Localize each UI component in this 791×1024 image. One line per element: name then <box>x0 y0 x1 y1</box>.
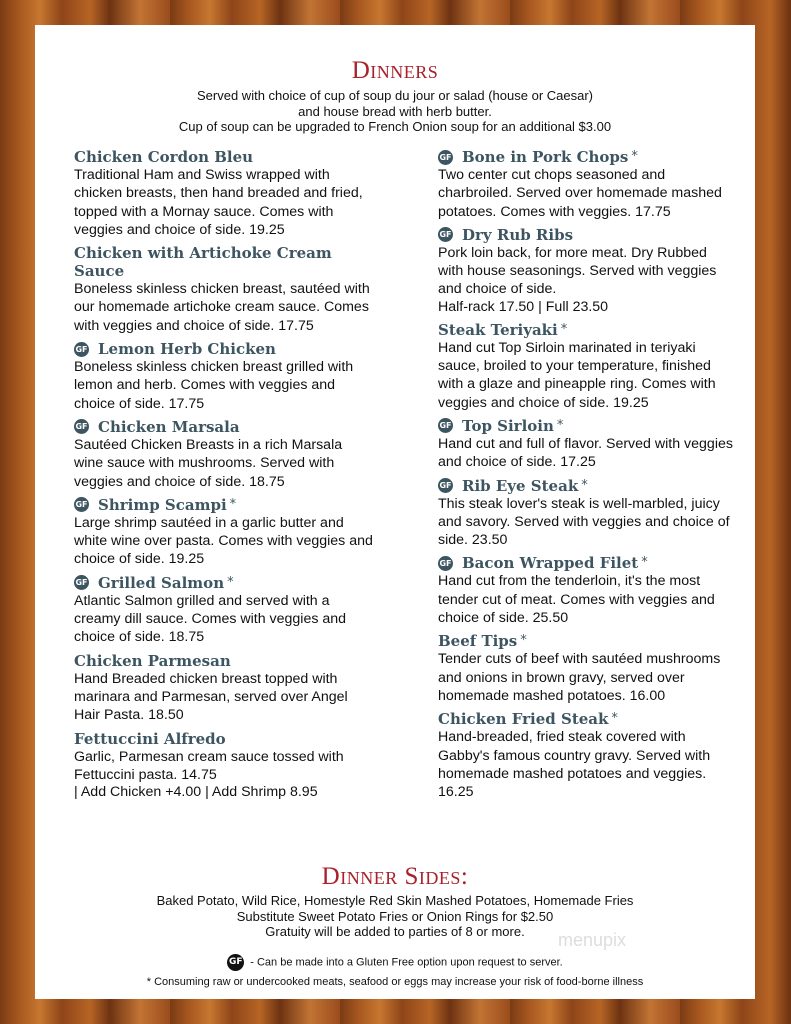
menu-item-description: Large shrimp sautéed in a garlic butter and white wine over pasta. Comes with veggies and choice of side. 19.25 <box>74 514 373 568</box>
raw-warning-asterisk: * <box>227 574 234 590</box>
menu-item-header <box>74 148 374 166</box>
menu-item-description: Two center cut chops seasoned and charbroiled. Served over homemade mashed potatoes. Comes with veggies. 17.75 <box>438 167 722 220</box>
raw-warning-asterisk: * <box>611 711 618 727</box>
left-menu-column <box>74 148 374 806</box>
menu-item-name: Bone in Pork Chops <box>462 148 629 166</box>
menu-item <box>438 554 736 627</box>
watermark: menupix <box>558 930 627 950</box>
menu-item-description: Sautéed Chicken Breasts in a rich Marsala wine sauce with mushrooms. Served with veggies and choice of side. 18.75 <box>74 436 343 490</box>
menu-item-header <box>74 244 374 280</box>
menu-item-description: Garlic, Parmesan cream sauce tossed with Fettuccini pasta. 14.75 <box>74 748 344 783</box>
gluten-free-icon: GF <box>438 150 453 165</box>
menu-item-description: Pork loin back, for more meat. Dry Rubbed with house seasonings. Served with veggies and choice of side. <box>438 244 717 298</box>
menu-item-header <box>74 496 374 514</box>
menu-item <box>438 477 736 550</box>
gluten-free-icon: GF <box>74 497 89 512</box>
menu-item-header <box>438 710 736 728</box>
menu-item <box>74 340 374 413</box>
gluten-free-icon: GF <box>74 419 89 434</box>
menu-item-name: Fettuccini Alfredo <box>74 729 226 748</box>
menu-item <box>74 148 374 239</box>
menu-item-description: Hand cut and full of flavor. Served with veggies and choice of side. 17.25 <box>438 435 733 471</box>
menu-item <box>74 574 374 647</box>
menu-item-header <box>438 554 736 572</box>
raw-warning-asterisk: * <box>581 477 588 493</box>
menu-item-name: Chicken with Artichoke Cream Sauce <box>74 244 332 281</box>
menu-item-description: Hand-breaded, fried steak covered with Gabby's famous country gravy. Served with homemade mashed potatoes and veggies. 16.25 <box>438 729 711 801</box>
menu-item-header <box>74 574 374 592</box>
menu-item <box>438 148 736 221</box>
food-safety-warning: * Consuming raw or undercooked meats, seafood or eggs may increase your risk of food-borne illness <box>146 976 644 988</box>
menu-item <box>438 226 736 316</box>
menu-item-name: Chicken Parmesan <box>74 651 231 670</box>
menu-item-header <box>74 340 374 358</box>
gluten-free-icon: GF <box>227 954 244 971</box>
menu-item <box>438 710 736 801</box>
raw-warning-asterisk: * <box>520 633 527 649</box>
raw-warning-asterisk: * <box>631 149 638 164</box>
sides-line: Gratuity will be added to parties of 8 or more. <box>265 924 525 939</box>
menu-item-description: This steak lover's steak is well-marbled, juicy and savory. Served with veggies and choice of side. 23.50 <box>438 495 730 549</box>
sides-list <box>35 893 755 940</box>
menu-item <box>74 496 374 569</box>
menu-item-description: Atlantic Salmon grilled and served with a creamy dill sauce. Comes with veggies and choice of side. 18.75 <box>74 592 347 646</box>
intro-line: and house bread with herb butter. <box>298 103 492 119</box>
intro-line: Cup of soup can be upgraded to French Onion soup for an additional $3.00 <box>178 119 612 134</box>
menu-item-description: Hand cut from the tenderloin, it's the most tender cut of meat. Comes with veggies and choice of side. 25.50 <box>438 573 715 627</box>
gluten-free-icon: GF <box>438 418 453 433</box>
raw-warning-asterisk: * <box>560 321 568 337</box>
menu-item-price-options: Half-rack 17.50 | Full 23.50 <box>438 298 609 315</box>
menu-item-header <box>74 418 374 436</box>
gluten-free-icon: GF <box>438 478 453 493</box>
menu-item-name: Lemon Herb Chicken <box>98 340 276 359</box>
gluten-free-icon: GF <box>74 575 89 590</box>
menu-item-name: Steak Teriyaki <box>438 320 558 339</box>
menu-item-description: Traditional Ham and Swiss wrapped with chicken breasts, then hand breaded and fried, topped with a Mornay sauce. Comes with veggies and choice of side. 19.25 <box>74 167 363 238</box>
menu-item-description: Boneless skinless chicken breast, sautéed with our homemade artichoke cream sauce. Comes with veggies and choice of side. 17.75 <box>74 281 370 334</box>
gluten-free-note <box>35 954 755 971</box>
gluten-free-icon: GF <box>74 342 89 357</box>
dinners-title: Dinners <box>351 57 439 84</box>
raw-warning-asterisk: * <box>641 555 648 571</box>
sides-line: Baked Potato, Wild Rice, Homestyle Red Skin Mashed Potatoes, Homemade Fries <box>156 893 634 908</box>
menu-item-header <box>74 652 374 670</box>
menu-item-header <box>438 148 736 166</box>
menu-item <box>438 632 736 705</box>
menu-item <box>438 321 736 412</box>
intro-line: Served with choice of cup of soup du jour or salad (house or Caesar) <box>197 88 593 103</box>
menu-item <box>74 244 374 335</box>
menu-item-name: Beef Tips <box>438 632 518 651</box>
menu-item-description: Hand cut Top Sirloin marinated in teriyaki sauce, broiled to your temperature, finished with a glaze and pineapple ring. Comes with veggies and choice of side. 19.25 <box>438 339 716 411</box>
dinners-intro <box>35 88 755 135</box>
menu-item-name: Rib Eye Steak <box>462 476 579 495</box>
menu-item-header <box>438 477 736 495</box>
menu-item-description: Boneless skinless chicken breast grilled with lemon and herb. Comes with veggies and choice of side. 17.75 <box>74 359 354 412</box>
sides-title: Dinner Sides: <box>321 863 469 890</box>
menu-item-header <box>438 417 736 435</box>
menu-item-header <box>438 321 736 339</box>
menu-item-price-options: | Add Chicken +4.00 | Add Shrimp 8.95 <box>74 784 318 801</box>
menu-item-name: Grilled Salmon <box>98 573 225 592</box>
gluten-free-icon: GF <box>438 556 453 571</box>
menu-item-name: Top Sirloin <box>462 416 554 435</box>
menu-page <box>35 25 755 999</box>
menu-item-name: Chicken Marsala <box>98 417 240 436</box>
menu-item <box>74 418 374 491</box>
gluten-free-icon: GF <box>438 227 453 242</box>
menu-item-name: Dry Rub Ribs <box>462 225 574 244</box>
right-menu-column <box>438 148 736 806</box>
menu-item-header <box>438 632 736 650</box>
menu-item-header <box>74 730 374 748</box>
menu-item <box>74 730 374 802</box>
menu-item-header <box>438 226 736 244</box>
menu-item <box>438 417 736 472</box>
raw-warning-asterisk: * <box>229 496 237 512</box>
menu-item-name: Chicken Cordon Bleu <box>74 148 254 166</box>
menu-item-description: Tender cuts of beef with sautéed mushrooms and onions in brown gravy, served over homemade mashed potatoes. 16.00 <box>438 651 721 704</box>
raw-warning-asterisk: * <box>556 417 564 433</box>
menu-item-name: Chicken Fried Steak <box>438 710 609 729</box>
menu-item-description: Hand Breaded chicken breast topped with marinara and Parmesan, served over Angel Hair Pasta. 18.50 <box>74 670 348 724</box>
gf-note-text: - Can be made into a Gluten Free option upon request to server. <box>250 956 563 969</box>
menu-item-name: Bacon Wrapped Filet <box>462 554 639 573</box>
sides-line: Substitute Sweet Potato Fries or Onion Rings for $2.50 <box>236 908 554 924</box>
menu-item <box>74 652 374 725</box>
menu-item-name: Shrimp Scampi <box>98 495 227 514</box>
